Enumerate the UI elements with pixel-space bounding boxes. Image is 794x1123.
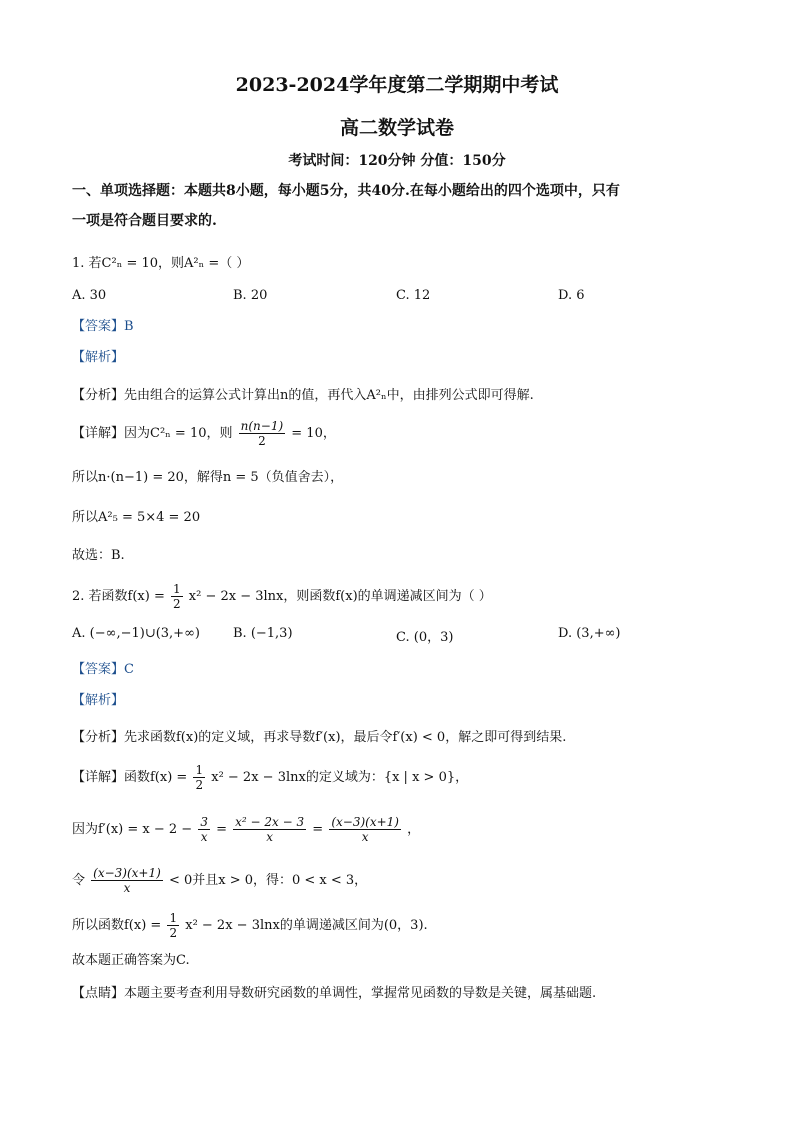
q2-detail4-pre: 所以函数f(x) =	[72, 918, 162, 933]
q2-frac-ineq	[91, 866, 163, 895]
exam-meta: 考试时间：120分钟 分值：150分	[288, 153, 506, 169]
q1-fraction	[239, 419, 286, 448]
q2-frac-b	[329, 815, 401, 844]
q2-option-b: B. (−1,3)	[233, 626, 293, 641]
q2-stem	[72, 582, 492, 611]
q2-detail2-pre: 因为f′(x) = x − 2 −	[72, 822, 193, 837]
q2-detail-line1	[72, 763, 468, 792]
q1-option-b: B. 20	[233, 288, 268, 303]
q1-frac-num: n(n−1)	[240, 419, 284, 433]
q2-detail3-pre: 令	[72, 873, 86, 888]
q1-conclusion: 故选：B.	[72, 548, 125, 563]
q2-option-a: A. (−∞,−1)∪(3,+∞)	[72, 626, 200, 641]
q2-analysis-label: 【解析】	[72, 693, 125, 708]
q1-option-d: D. 6	[558, 288, 585, 303]
q2-detail2-post: ，	[407, 822, 421, 837]
section-heading-line2: 一项是符合题目要求的.	[72, 213, 217, 229]
q2-detail1-half-den: 2	[195, 778, 204, 792]
q2-option-c: C. (0，3)	[396, 630, 454, 645]
q2-detail-line4	[72, 911, 428, 940]
exam-title: 2023-2024学年度第二学期期中考试	[235, 74, 559, 96]
q2-detail4-half-num: 1	[169, 911, 178, 925]
q1-option-c: C. 12	[396, 288, 431, 303]
q1-detail-line2: 所以n·(n−1) = 20，解得n = 5（负值舍去），	[72, 470, 344, 485]
q2-answer: 【答案】C	[72, 662, 134, 677]
q2-frac-a	[233, 815, 306, 844]
section-heading-line1: 一、单项选择题：本题共8小题，每小题5分，共40分.在每小题给出的四个选项中，只有	[72, 183, 620, 199]
q1-detail-line1	[72, 419, 336, 448]
q2-conclusion: 故本题正确答案为C.	[72, 953, 190, 968]
q2-detail1-post: x² − 2x − 3lnx的定义域为：{x | x > 0}，	[211, 770, 469, 785]
q1-frac-den: 2	[258, 434, 266, 448]
q2-fenxi: 【分析】先求函数f(x)的定义域，再求导数f′(x)，最后令f′(x) < 0，解之即可得到结果.	[72, 730, 567, 745]
q2-frac-b-num: (x−3)(x+1)	[331, 815, 399, 829]
q2-option-d: D. (3,+∞)	[558, 626, 621, 641]
q2-frac-3x-num: 3	[200, 815, 208, 829]
q2-detail1-half	[193, 763, 205, 792]
q1-detail1-text: 【详解】因为C²ₙ = 10，则	[72, 426, 233, 441]
q2-half-den: 2	[173, 597, 181, 611]
q2-detail-line2	[72, 815, 420, 844]
q1-analysis-label: 【解析】	[72, 350, 125, 365]
q2-detail4-post: x² − 2x − 3lnx的单调递减区间为(0，3).	[185, 918, 428, 933]
q2-detail1-half-num: 1	[195, 763, 204, 777]
q2-stem-pre: 2. 若函数f(x) =	[72, 589, 165, 604]
q2-detail1-pre: 【详解】函数f(x) =	[72, 770, 188, 785]
q2-frac-ineq-num: (x−3)(x+1)	[93, 866, 161, 880]
q2-half-num: 1	[173, 582, 181, 596]
q2-stem-post: x² − 2x − 3lnx，则函数f(x)的单调递减区间为（ ）	[188, 589, 492, 604]
q2-detail4-half-den: 2	[169, 926, 178, 940]
q2-frac-3x-den: x	[200, 830, 208, 844]
q1-detail-line3: 所以A²₅ = 5×4 = 20	[72, 510, 201, 525]
q2-detail-line3	[72, 866, 367, 895]
q2-detail2-eq2: =	[312, 822, 324, 837]
q2-dianjing: 【点睛】本题主要考查利用导数研究函数的单调性，掌握常见函数的导数是关键，属基础题.	[72, 986, 597, 1001]
q2-detail2-eq1: =	[216, 822, 228, 837]
q2-stem-half	[171, 582, 183, 611]
q1-stem: 1. 若C²ₙ = 10，则A²ₙ =（ ）	[72, 256, 250, 271]
q1-option-a: A. 30	[72, 288, 107, 303]
exam-subtitle: 高二数学试卷	[339, 117, 454, 139]
q1-fenxi: 【分析】先由组合的运算公式计算出n的值，再代入A²ₙ中，由排列公式即可得解.	[72, 388, 534, 403]
q2-frac-b-den: x	[361, 830, 369, 844]
q2-detail4-half	[167, 911, 179, 940]
q2-frac-a-den: x	[266, 830, 274, 844]
q1-detail1-tail: = 10，	[291, 426, 336, 441]
q2-frac-ineq-den: x	[123, 881, 131, 895]
q2-frac-a-num: x² − 2x − 3	[235, 815, 305, 829]
q1-answer: 【答案】B	[72, 319, 134, 334]
q2-frac-3x	[198, 815, 210, 844]
q2-detail3-post: < 0并且x > 0，得：0 < x < 3，	[168, 873, 368, 888]
